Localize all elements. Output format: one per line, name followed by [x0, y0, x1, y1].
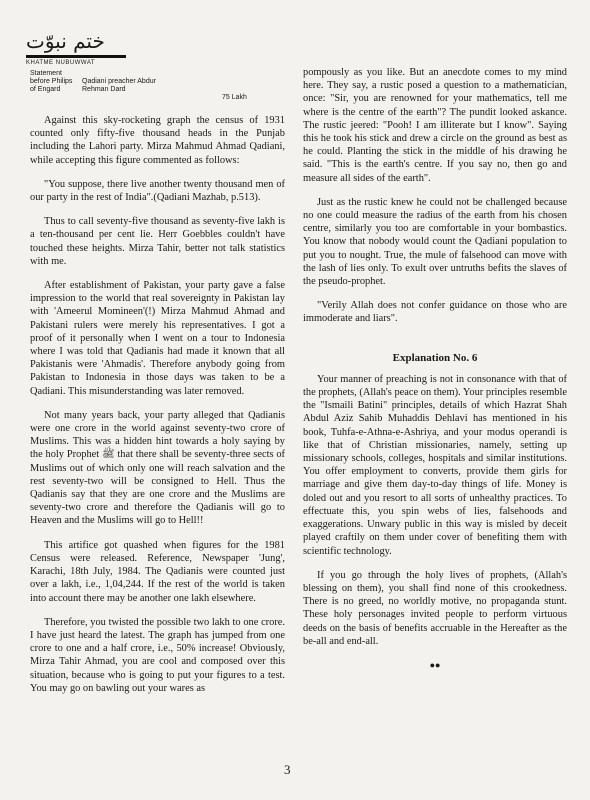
paragraph: pompously as you like. But an anecdote comes to my mind here. They say, a rustic posed a question to a mathematician, once: "Sir, you are renowned for your mathematics, tell me where is the centre of the earth"? The pundit looked askance. The rustic jeered: "Pooh! I am illiterate but I know". Saying this he took his stick and drew a circle on the ground as best as he could. Planting the stick in the middle of his drawing he said. "This is the earth's centre. If you say no, then go and measure all sides of the earth". [303, 67, 567, 184]
page-number: 3 [284, 762, 291, 777]
logo-rule [26, 55, 126, 58]
paragraph: This artifice got quashed when figures for the 1981 Census were released. Reference, Newspaper 'Jung', Karachi, 18th July, 1984. The Qadianis were counted just over a lakh, i.e., 1,04,244. If the rest of the world is taken into account there may be another one lakh elsewhere. [30, 539, 285, 604]
paragraph: Therefore, you twisted the possible two lakh to one crore. I have just heard the latest. The graph has jumped from one crore to one and a half crore, i.e., 50% increase! Obviously, Mirza Tahir Ahmad, you are cool and composed over this situation, because who is going to put your figures to a test. You may go on bawling out your wares as [30, 616, 285, 694]
quote: "Verily Allah does not confer guidance on those who are immoderate and liars". [303, 300, 567, 325]
paragraph: Your manner of preaching is not in consonance with that of the prophets, (Allah's peace on them). Your principles resemble the "Ismaili Batini" principles, details of which Hazrat Shah Abdul Aziz Sahib Muhaddis Dehlavi has mentioned in his book, Tuhfa-e-Athna-e-Ashriya, and your modus operandi is like that of Christian missionaries, namely, setting up missionary schools, colleges, hospitals and similar institutions. You offer employment to converts, provide them girls for marriage and give them day-to-day things of life. Money is doled out and you resort to all sorts of unhealthy practices. To effectuate this, you spin webs of lies, falsehoods and exaggerations. Unwary public in this way is misled by deceit played craftily on them under cover of benefiting them with scientific technology. [303, 373, 567, 557]
logo-calligraphy: ختم نبوّت [26, 29, 105, 53]
statement-right: 75 Lakh [222, 94, 247, 101]
paragraph: "You suppose, there live another twenty thousand men of our party in the rest of India".(Qadiani Mazhab, p.513). [30, 178, 285, 204]
statement-label: Statement before Philips of Engard [30, 70, 73, 93]
right-column [303, 66, 567, 672]
statement-block [30, 66, 285, 114]
end-mark: ●● [429, 659, 441, 670]
paragraph: Just as the rustic knew he could not be challenged because no one could measure the radius of the earth from his chosen centre, similarly you too are comfortable in your bombastics. You know that nobody would count the Qadiani population to put you to nought. True, the mule of falsehood can move with the lash of lies only. To exult over untruths befits the slaves of the pseudo-prophet. [303, 196, 567, 288]
left-column [30, 66, 285, 706]
paragraph: Not many years back, your party alleged that Qadianis were one crore in the world against seventy-two crore of Muslims. This was a hidden hint towards a holy saying by the holy Prophet ﷺ that there shall be seventy-three sects of Muslims out of which only one will reach salvation and the rest seventy-two will be consigned to Hell. Thus the Qadianis say that they are one crore and the Muslims are seventy-two crore and therefore the Qadianis will go to Heaven and the Muslims will go to Hell!! [30, 409, 285, 527]
logo-caption: KHATME NUBUWWAT [26, 60, 96, 66]
paragraph: Against this sky-rocketing graph the census of 1931 counted only fifty-five thousand heads in the Punjab including the Lahori party. Mirza Mahmud Ahmad Qadiani, while accepting this figure commented as follows: [30, 115, 285, 166]
logo [26, 30, 126, 66]
paragraph: After establishment of Pakistan, your party gave a false impression to the world that real sovereignty in Pakistan lay with 'Ameerul Momineen'(!) Mirza Mahmud Ahmad and Pakistani rulers were merely his representatives. I got a proof of it personally when I went on a tour to Indonesia where I was told that Qadianis had made it known that all Pakistanis were 'Ahmadis'. Therefore anybody going from Pakistan to Indonesia in those days was taken to be a Qadiani. This misunderstanding was later removed. [30, 280, 285, 397]
paragraph: If you go through the holy lives of prophets, (Allah's blessing on them), you shall find none of this crookedness. There is no greed, no worldly motive, no propaganda stunt. These holy personages invited people to perform virtuous deeds on the basis of benefits accruable in the Hereafter as the be-all and end-all. [303, 569, 567, 647]
paragraph: Thus to call seventy-five thousand as seventy-five lakh is a ten-thousand per cent lie. Herr Goebbles couldn't have touched these heights. Mirza Tahir, better not talk statistics with me. [30, 216, 285, 267]
section-heading: Explanation No. 6 [392, 351, 478, 364]
statement-middle: Qadiani preacher Abdur Rehman Dard [82, 78, 156, 93]
